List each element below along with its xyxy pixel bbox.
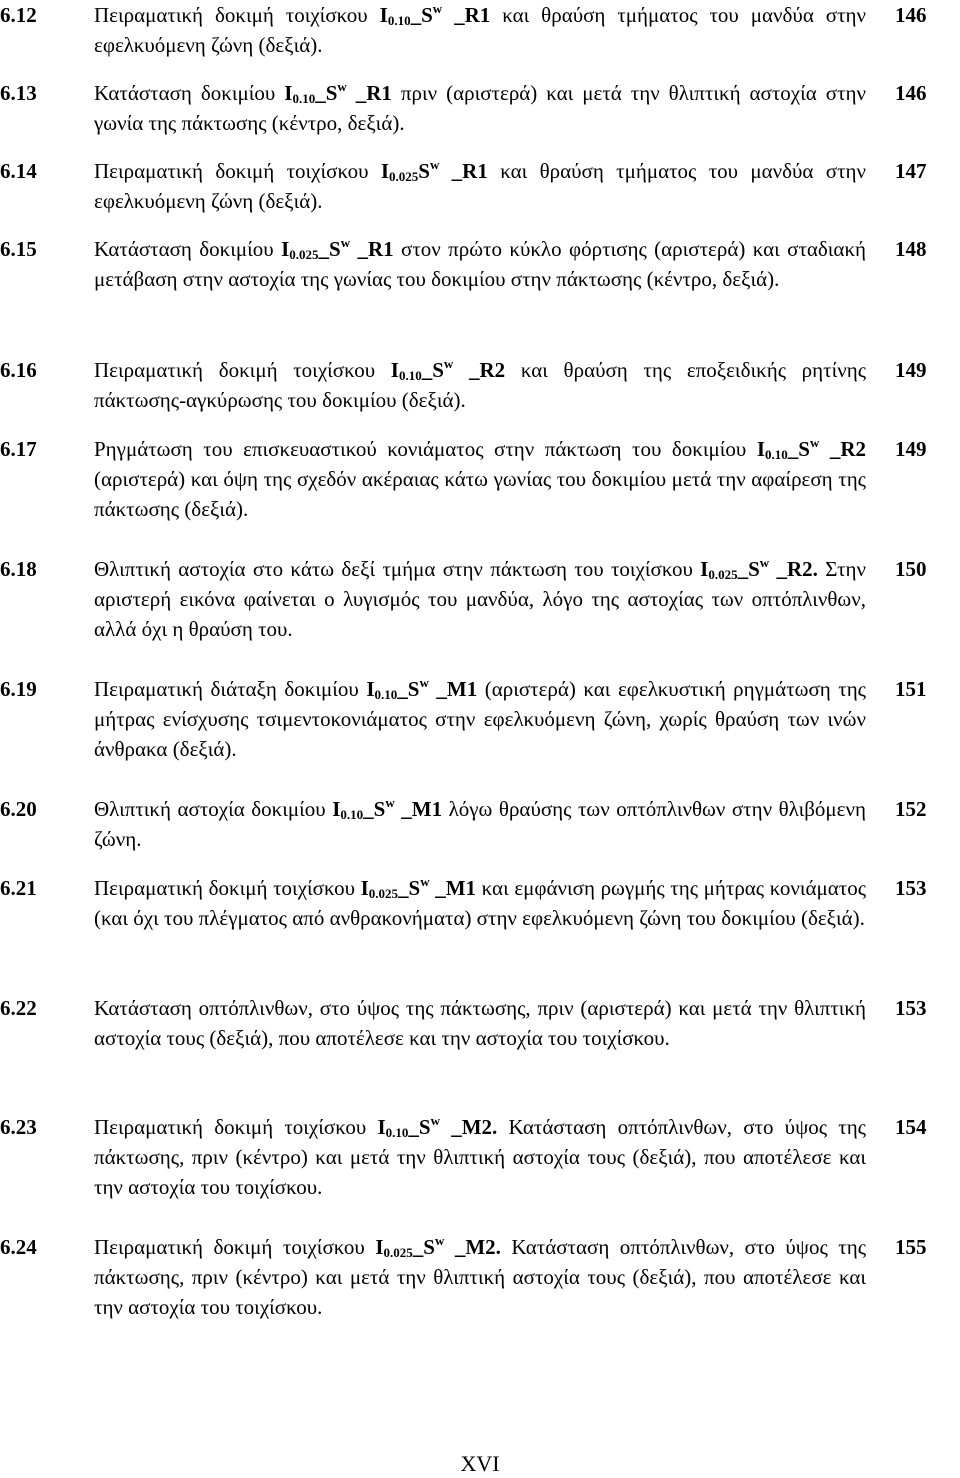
page-number: 149 (895, 437, 927, 461)
figure-number: 6.24 (0, 1235, 37, 1259)
figure-caption: Πειραματική δοκιμή τοιχίσκου $I_{0.10}\_S^w$ _R1 και θραύση τμήματος του μανδύα στην εφελκυόμενη ζώνη (δεξιά). (94, 1, 866, 57)
page-number: 146 (895, 81, 927, 105)
specimen-code: $I_{0.10}\_S^w$ _M1 (332, 795, 443, 822)
specimen-code: $I_{0.10}\_S^w$ _R1 (379, 1, 491, 28)
page-footer-number: XVI (460, 1451, 500, 1476)
figure-number: 6.12 (0, 3, 37, 27)
figure-number: 6.23 (0, 1115, 37, 1139)
figure-caption: Ρηγμάτωση του επισκευαστικού κονιάματος στην πάκτωση του δοκιμίου $I_{0.10}\_S^w$ _R2 (αριστερά) και όψη της σχεδόν ακέραιας κάτω γωνίας του δοκιμίου μετά την αφαίρεση της πάκτωσης (δεξιά). (94, 435, 866, 521)
specimen-code: $I_{0.025}\_S^w$ _R1 (281, 235, 394, 262)
figure-number: 6.19 (0, 677, 37, 701)
page-number: 153 (895, 876, 927, 900)
figure-number: 6.20 (0, 797, 37, 821)
figure-number: 6.14 (0, 159, 37, 183)
figure-number: 6.15 (0, 237, 37, 261)
page-number: 155 (895, 1235, 927, 1259)
specimen-code: $I_{0.025}S^w$ _R1 (380, 157, 488, 184)
specimen-code: $I_{0.10}\_S^w$ _R2 (390, 356, 506, 383)
page-number: 152 (895, 797, 927, 821)
figure-caption: Πειραματική δοκιμή τοιχίσκου $I_{0.025}S^w$ _R1 και θραύση τμήματος του μανδύα στην εφελκυόμενη ζώνη (δεξιά). (94, 157, 867, 213)
figure-caption: Πειραματική δοκιμή τοιχίσκου $I_{0.10}\_S^w$ _M2. Κατάσταση οπτόπλινθων, στο ύψος της πάκτωσης, πριν (κέντρο) και μετά την θλιπτική αστοχία τους (δεξιά), που αποτέλεσε και την αστοχία του τοιχίσκου. (94, 1113, 866, 1199)
specimen-code: $I_{0.10}\_S^w$ _R2 (756, 435, 866, 462)
figure-number: 6.17 (0, 437, 37, 461)
figure-caption: Κατάσταση οπτόπλινθων, στο ύψος της πάκτωσης, πριν (αριστερά) και μετά την θλιπτική αστοχία τους (δεξιά), που αποτέλεσε και την αστοχία του τοιχίσκου. (94, 996, 866, 1050)
specimen-code: $I_{0.025}\_S^w$ _M1 (360, 874, 477, 901)
figure-caption: Κατάσταση δοκιμίου $I_{0.10}\_S^w$ _R1 πριν (αριστερά) και μετά την θλιπτική αστοχία στην γωνία της πάκτωσης (κέντρο, δεξιά). (94, 79, 866, 135)
figure-caption: Πειραματική δοκιμή τοιχίσκου $I_{0.025}\_S^w$ _M1 και εμφάνιση ρωγμής της μήτρας κονιάματος (και όχι του πλέγματος από ανθρακονήματα) στην εφελκυόμενη ζώνη του δοκιμίου (δεξιά). (94, 874, 867, 930)
specimen-code: $I_{0.025}\_S^w$ _R2. (700, 555, 818, 582)
page-number: 154 (895, 1115, 927, 1139)
figure-caption: Πειραματική διάταξη δοκιμίου $I_{0.10}\_S^w$ _M1 (αριστερά) και εφελκυστική ρηγμάτωση της μήτρας ενίσχυσης τσιμεντοκονιάματος στην εφελκυόμενη ζώνη, χωρίς θραύση των ινών άνθρακα (δεξιά). (94, 675, 867, 761)
page-number: 147 (895, 159, 927, 183)
page-number: 151 (895, 677, 927, 701)
figure-number: 6.16 (0, 358, 37, 382)
figure-number: 6.13 (0, 81, 37, 105)
figure-caption: Πειραματική δοκιμή τοιχίσκου $I_{0.10}\_S^w$ _R2 και θραύση της εποξειδικής ρητίνης πάκτωσης-αγκύρωσης του δοκιμίου (δεξιά). (94, 356, 867, 412)
specimen-code: $I_{0.10}\_S^w$ _M1 (366, 675, 478, 702)
specimen-code: $I_{0.10}\_S^w$ _M2. (377, 1113, 498, 1140)
specimen-code: $I_{0.025}\_S^w$ _M2. (375, 1233, 501, 1260)
page-number: 146 (895, 3, 927, 27)
specimen-code: $I_{0.10}\_S^w$ _R1 (284, 79, 392, 106)
figure-number: 6.21 (0, 876, 37, 900)
page-number: 150 (895, 557, 927, 581)
figure-number: 6.18 (0, 557, 37, 581)
figure-caption: Θλιπτική αστοχία δοκιμίου $I_{0.10}\_S^w$ _M1 λόγω θραύσης των οπτόπλινθων στην θλιβόμενη ζώνη. (94, 795, 866, 851)
page-number: 153 (895, 996, 927, 1020)
figure-caption: Κατάσταση δοκιμίου $I_{0.025}\_S^w$ _R1 στον πρώτο κύκλο φόρτισης (αριστερά) και σταδιακή μετάβαση στην αστοχία της γωνίας του δοκιμίου στην πάκτωσης (κέντρο, δεξιά). (94, 235, 867, 291)
page-number: 148 (895, 237, 927, 261)
page-number: 149 (895, 358, 927, 382)
figure-caption: Θλιπτική αστοχία στο κάτω δεξί τμήμα στην πάκτωση του τοιχίσκου $I_{0.025}\_S^w$ _R2. Στην αριστερή εικόνα φαίνεται ο λυγισμός του μανδύα, λόγο της αστοχίας των οπτόπλινθων, αλλά όχι η θραύση του. (94, 555, 866, 641)
figure-number: 6.22 (0, 996, 37, 1020)
figure-caption: Πειραματική δοκιμή τοιχίσκου $I_{0.025}\_S^w$ _M2. Κατάσταση οπτόπλινθων, στο ύψος της πάκτωσης, πριν (κέντρο) και μετά την θλιπτική αστοχία τους (δεξιά), που αποτέλεσε και την αστοχία του τοιχίσκου. (94, 1233, 867, 1319)
